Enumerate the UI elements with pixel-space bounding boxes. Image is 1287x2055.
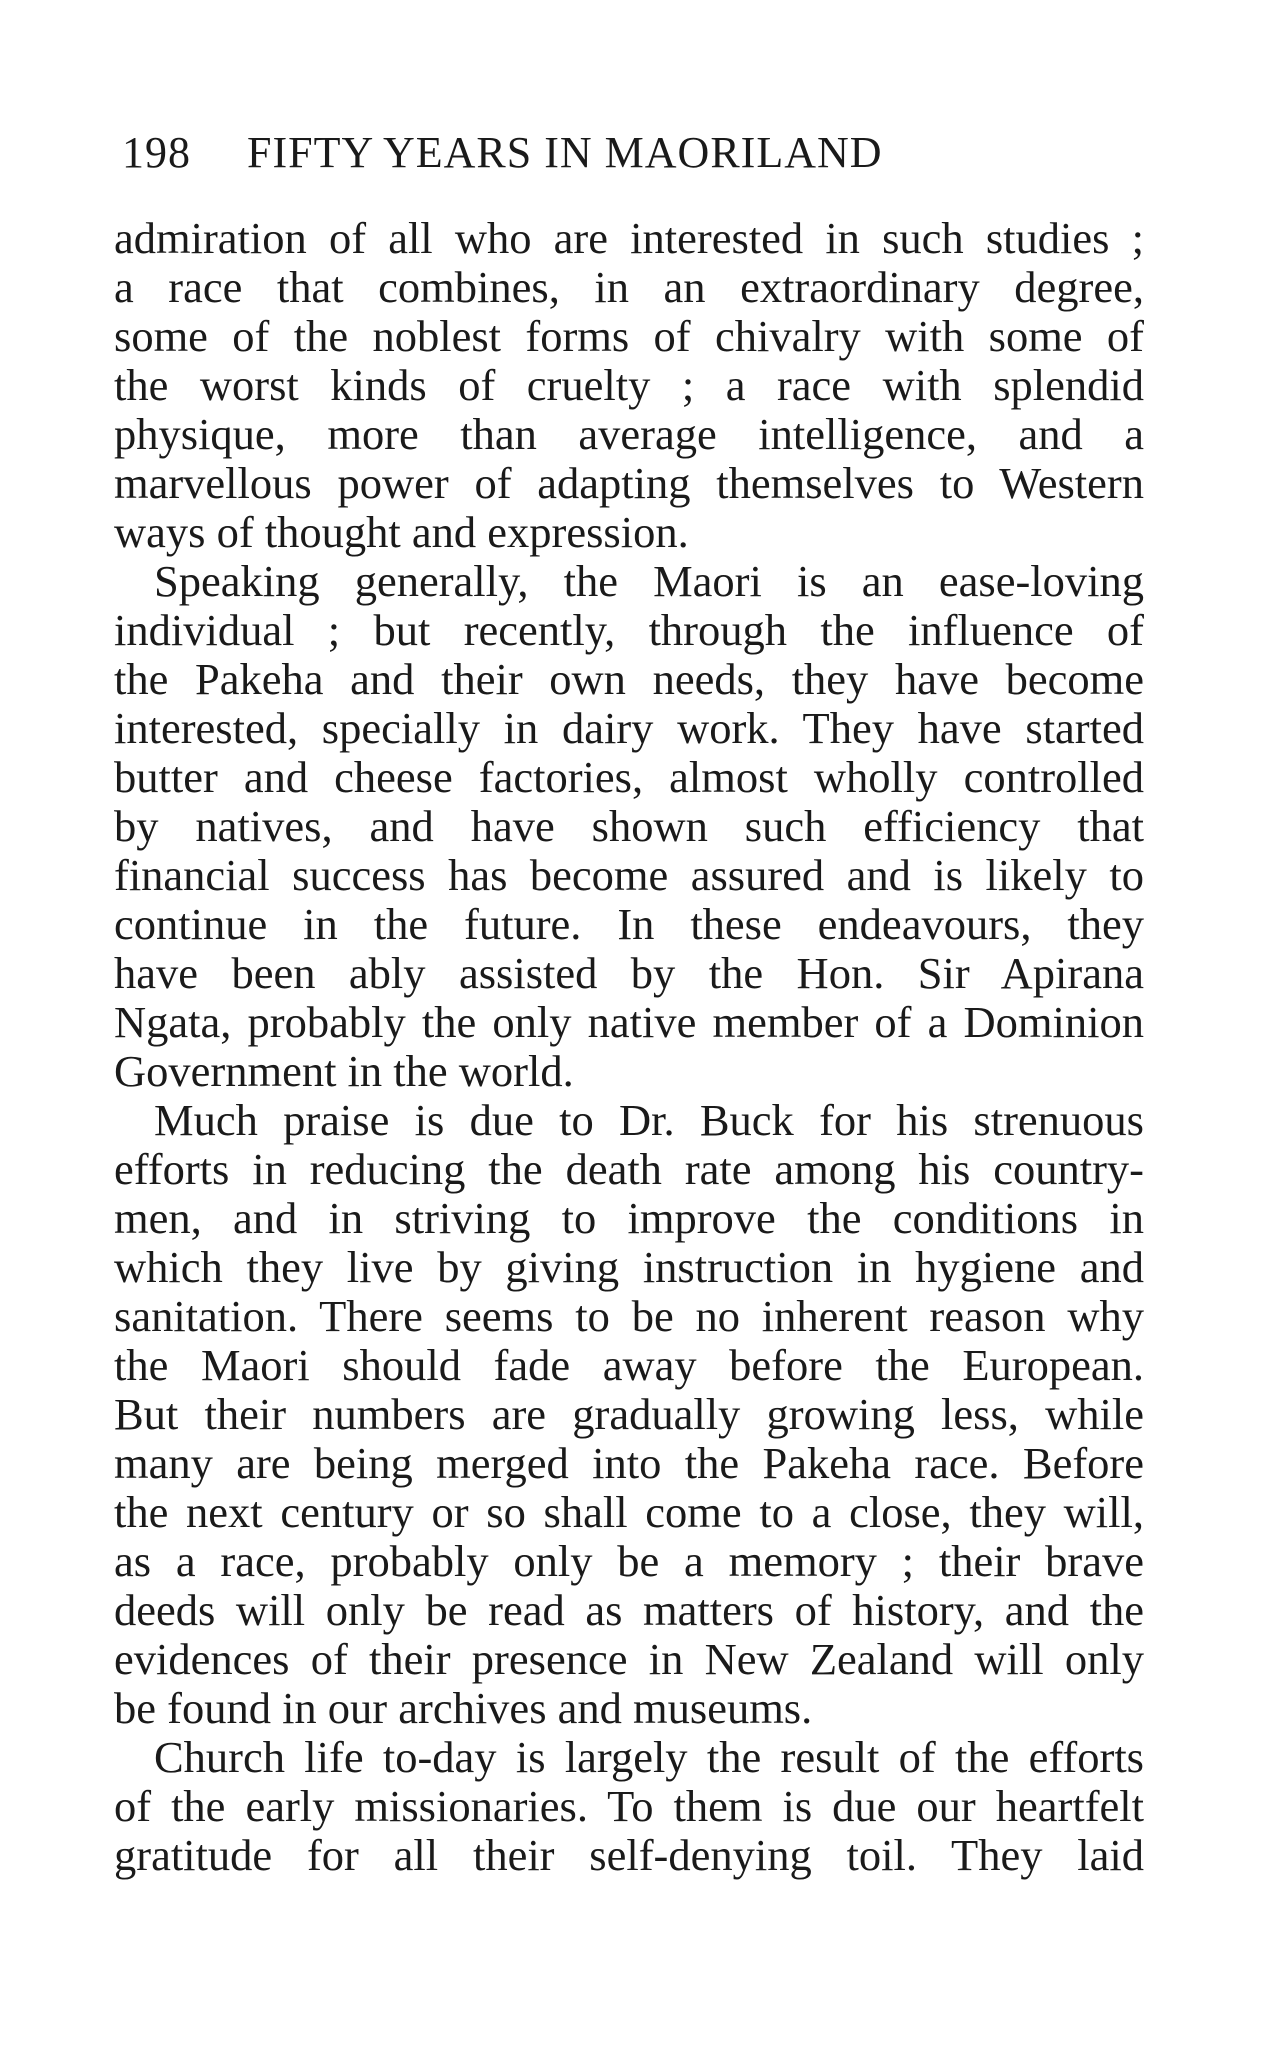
text-line: individual ; but recently, through the influence of — [114, 605, 1144, 655]
text-line: the Maori should fade away before the European. — [114, 1340, 1144, 1390]
page-number: 198 — [122, 128, 191, 177]
text-line: But their numbers are gradually growing less, while — [114, 1389, 1144, 1439]
text-line: efforts in reducing the death rate among his country- — [114, 1144, 1144, 1194]
text-line: interested, specially in dairy work. They have started — [114, 703, 1144, 753]
text-line: the next century or so shall come to a close, they will, — [114, 1487, 1144, 1537]
text-line: which they live by giving instruction in hygiene and — [114, 1242, 1144, 1292]
text-line: Speaking generally, the Maori is an ease-loving — [154, 556, 1144, 606]
text-line: continue in the future. In these endeavours, they — [114, 899, 1144, 949]
text-line: gratitude for all their self-denying toil. They laid — [114, 1830, 1144, 1880]
text-line: Government in the world. — [114, 1046, 574, 1096]
text-line: butter and cheese factories, almost wholly controlled — [114, 752, 1144, 802]
text-line: by natives, and have shown such efficiency that — [114, 801, 1144, 851]
text-line: as a race, probably only be a memory ; their brave — [114, 1536, 1144, 1586]
text-line: Church life to-day is largely the result of the efforts — [154, 1732, 1144, 1782]
text-line: marvellous power of adapting themselves to Western — [114, 458, 1144, 508]
text-line: the Pakeha and their own needs, they have become — [114, 654, 1144, 704]
paragraph — [114, 1096, 1144, 1733]
text-line: deeds will only be read as matters of history, and the — [114, 1585, 1144, 1635]
text-line: have been ably assisted by the Hon. Sir Apirana — [114, 948, 1144, 998]
running-title: FIFTY YEARS IN MAORILAND — [247, 128, 883, 177]
text-line: the worst kinds of cruelty ; a race with splendid — [114, 360, 1144, 410]
text-line: men, and in striving to improve the conditions in — [114, 1193, 1144, 1243]
text-line: Much praise is due to Dr. Buck for his strenuous — [154, 1095, 1144, 1145]
text-line: financial success has become assured and is likely to — [114, 850, 1144, 900]
text-line: Ngata, probably the only native member of a Dominion — [114, 997, 1144, 1047]
body-text — [114, 214, 1144, 1880]
text-line: some of the noblest forms of chivalry with some of — [114, 311, 1144, 361]
paragraph — [114, 557, 1144, 1096]
text-line: be found in our archives and museums. — [114, 1683, 813, 1733]
text-line: sanitation. There seems to be no inherent reason why — [114, 1291, 1144, 1341]
paragraph — [114, 1733, 1144, 1880]
text-line: many are being merged into the Pakeha race. Before — [114, 1438, 1144, 1488]
text-line: evidences of their presence in New Zealand will only — [114, 1634, 1144, 1684]
paragraph — [114, 214, 1144, 557]
text-line: admiration of all who are interested in such studies ; — [114, 213, 1144, 263]
text-line: ways of thought and expression. — [114, 507, 689, 557]
text-line: of the early missionaries. To them is due our heartfelt — [114, 1781, 1144, 1831]
text-line: a race that combines, in an extraordinary degree, — [114, 262, 1144, 312]
page-header — [122, 128, 982, 178]
text-line: physique, more than average intelligence, and a — [114, 409, 1144, 459]
